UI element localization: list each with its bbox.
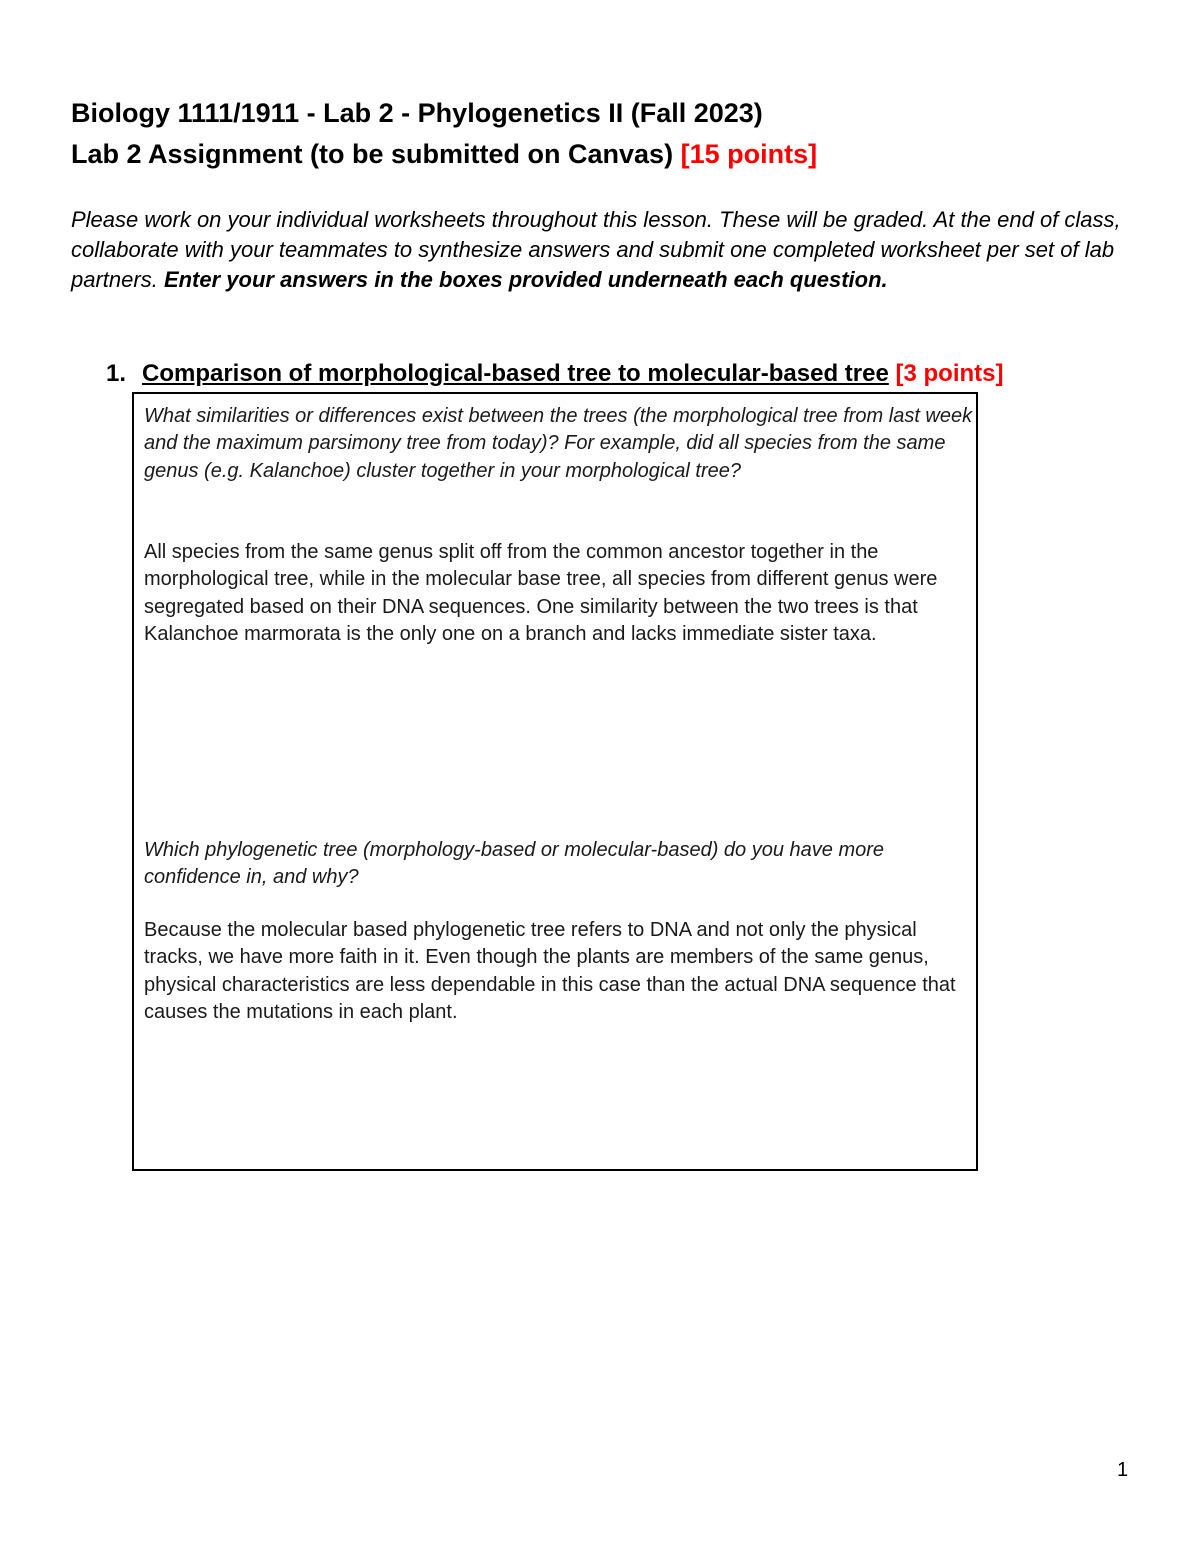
question-points-label: [3 points] xyxy=(895,360,1004,387)
page-number: 1 xyxy=(1117,1459,1129,1481)
total-points-label: [15 points] xyxy=(680,139,818,169)
question-1-heading xyxy=(106,359,1003,389)
prompt-similarities: What similarities or differences exist between the trees (the morphological tree from last week and the maximum parsimony tree from today)? For example, did all species from the same genus (e.g. Kalanchoe) cluster together in your morphological tree? xyxy=(144,405,973,482)
instructions-text: Please work on your individual worksheets throughout this lesson. These will be graded. At the end of class, collaborate with your teammates to synthesize answers and submit one completed worksheet per set of lab partners. xyxy=(71,207,1121,292)
assignment-title xyxy=(71,138,817,170)
instructions-emphasis: Enter your answers in the boxes provided underneath each question. xyxy=(163,267,888,292)
question-number: 1. xyxy=(106,360,127,387)
answer-similarities[interactable]: All species from the same genus split off from the common ancestor together in the morphological tree, while in the molecular base tree, all species from different genus were segregated based on their DNA sequences. One similarity between the two trees is that Kalanchoe marmorata is the only one on a branch and lacks immediate sister taxa. xyxy=(144,541,938,645)
instructions-paragraph xyxy=(71,205,1131,295)
prompt-confidence: Which phylogenetic tree (morphology-based or molecular-based) do you have more confidence in, and why? xyxy=(144,839,885,889)
answer-confidence[interactable]: Because the molecular based phylogenetic tree refers to DNA and not only the physical tracks, we have more faith in it. Even though the plants are members of the same genus, physical characteristics are less dependable in this case than the actual DNA sequence that causes the mutations in each plant. xyxy=(144,919,956,1023)
page-title: Biology 1111/1911 - Lab 2 - Phylogenetics II (Fall 2023) xyxy=(71,98,763,128)
question-title: Comparison of morphological-based tree to molecular-based tree xyxy=(142,360,889,387)
assignment-title-text: Lab 2 Assignment (to be submitted on Canvas) xyxy=(71,139,681,169)
answer-box[interactable] xyxy=(132,392,978,1171)
